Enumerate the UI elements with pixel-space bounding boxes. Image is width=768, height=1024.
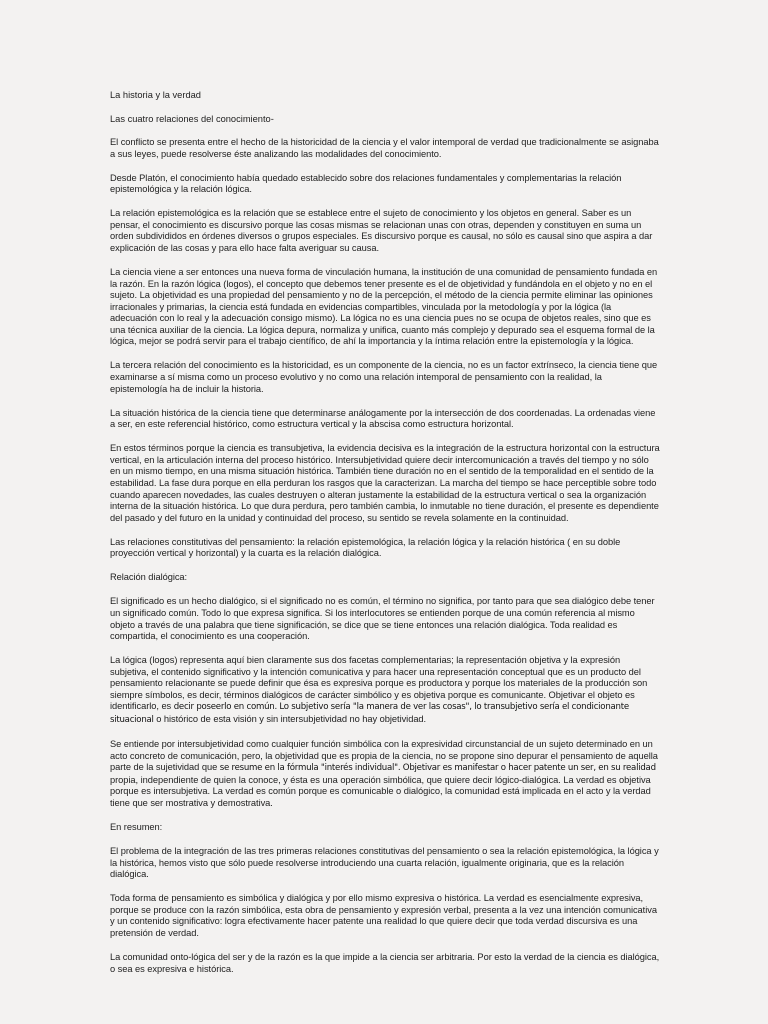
paragraph-11-text-c: o histórico de esta visión y sin intersubjetividad no hay objetividad. [153,714,427,725]
paragraph-10: El significado es un hecho dialógico, si el significado no es común, el término no significa, por tanto para que sea dialógico debe tener un significado común. Todo lo que expresa significa. Si los interlocutores se entienden porque de una común referencia al mismo objeto a través de una palabra que tiene significación, se dice que se tiene entonces una relación dialógica. Toda realidad es compartida, el conocimiento es una cooperación. [110,596,655,642]
document-subtitle: Las cuatro relaciones del conocimiento- [110,113,274,124]
paragraph-11 [110,655,660,727]
paragraph-8: Las relaciones constitutivas del pensamiento: la relación epistemológica, la relación lógica y la relación histórica ( en su doble proyección vertical y horizontal) y la cuarta es la relación dialógica. [110,536,621,559]
paragraph-12-text-a: Se entiende por intersubjetividad como cualquier función simbólica con la expresividad circunstancial de un sujeto determinado en un acto concreto de comunicación, pero, la objetividad que es propia de la ciencia, no se propone sino depurar el pensamiento de aquella parte de la sujetividad que [110,739,658,773]
paragraph-12-highlighted: se resume en la fórmula "interés individual". Objetivar es manifestar o hacer patente un ser, en su realidad [219,763,656,774]
document-title: La historia y la verdad [110,90,201,100]
paragraph-14: El problema de la integración de las tres primeras relaciones constitutivas del pensamiento o sea la relación epistemológica, la lógica y la histórica, hemos visto que sólo puede resolverse introduciendo una cuarta relación, igualmente originaria, que es la relación dialógica. [110,845,659,880]
paragraph-3: La relación epistemológica es la relación que se establece entre el sujeto de conocimiento y los objetos en general. Saber es un pensar, el conocimiento es discursivo porque las cosas mismas se relacionan unas con otras, dependen y constituyen en suma un orden subdivididos en órdenes diversos o grupos especiales. Es discursivo porque es causal, no sólo es causal sino que aspira a dar explicación de las cosas y para ello hace falta averiguar su causa. [110,208,653,253]
section-heading-resumen: En resumen: [110,822,163,832]
paragraph-12 [110,739,660,810]
paragraph-12-text-c: propia, independiente de quien la conoce, y ésta es una operación simbólica, que quiere decir lógico-dialógica. La verdad es objetiva porque es intersubjetiva. La verdad es común porque es comunicable o dialógico, la comunidad está implicada en el acto y la verdad tiene que ser mostrativa y demostrativa. [110,774,651,809]
paragraph-4: La ciencia viene a ser entonces una nueva forma de vinculación humana, la institución de una comunidad de pensamiento fundada en la razón. En la razón lógica (logos), el concepto que debemos tener presente es el de objetividad y fundándola en el objeto y no en el sujeto. La objetividad es una propiedad del pensamiento y no de la percepción, el método de la ciencia permite eliminar las opiniones irracionales y primarias, la ciencia está fundada en evidencias compartibles, vinculada por la metodología y por la lógica (la adecuación con lo real y la adecuación consigo mismo). La lógica no es una ciencia pues no se ocupa de objetos reales, sino que es una técnica auxiliar de la ciencia. La lógica depura, normaliza y unifica, cuanto más complejo y depurado sea el esquema formal de la lógica, mejor se podrá servir para el trabajo científico, de ahí la importancia y la íntima relación entre la epistemología y la lógica. [110,266,658,347]
paragraph-2: Desde Platón, el conocimiento había quedado establecido sobre dos relaciones fundamentales y complementarias la relación epistemológica y la relación lógica. [110,172,622,195]
paragraph-15: Toda forma de pensamiento es simbólica y dialógica y por ello mismo expresiva o histórica. La verdad es esencialmente expresiva, porque se produce con la razón simbólica, esta obra de pensamiento y expresión verbal, presenta a la vez una intención comunicativa y un contenido significativo: logra efectivamente hacer patente una realidad lo que quiere decir que toda verdad discursiva es una pretensión de verdad. [110,893,657,938]
paragraph-11-text-a: La lógica (logos) representa aquí bien claramente sus dos facetas complementarias; la representación objetiva y la expresión subjetiva, el contenido significativo y la intención comunicativa y para hacer una representación conceptual que es un producto del pensamiento relacionante se puede definir que ésa es expresiva porque es productora y porque los materiales de la producción son siempre símbolos, es decir, términos dialógicos de carácter simbólico y es objetiva porque es comunicante. Objetivar el objeto es identificarlo, es [110,655,648,712]
paragraph-11-highlighted: decir poseerlo en común. Lo subjetivo sería "la manera de ver las cosas", lo transubjetivo sería el condicionante situacional [110,702,629,726]
paragraph-7: En estos términos porque la ciencia es transubjetiva, la evidencia decisiva es la integración de la estructura horizontal con la estructura vertical, en la articulación interna del proceso histórico. Intersubjetividad quiere decir intercomunicación a través del tiempo y no sólo en un mismo tiempo, en una misma situación histórica. También tiene duración no en el sentido de la temporalidad en el sentido de la estabilidad. La fase dura porque en ella perduran los rasgos que la caracterizan. La marcha del tiempo se hace perceptible sobre todo cuando aparecen novedades, las cuales destruyen o alteran justamente la estabilidad de la estructura vertical o sea la organización interna de la situación histórica. Lo que dura perdura, pero también cambia, lo inmutable no tiene duración, el presente es dependiente del pasado y del futuro en la unidad y continuidad del proceso, su sentido se revela solamente en la continuidad. [110,443,660,523]
paragraph-6: La situación histórica de la ciencia tiene que determinarse análogamente por la intersección de dos coordenadas. La ordenadas viene a ser, en este referencial histórico, como estructura vertical y la abscisa como estructura horizontal. [110,407,656,430]
paragraph-5: La tercera relación del conocimiento es la historicidad, es un componente de la ciencia, no es un factor extrínseco, la ciencia tiene que examinarse a sí misma como un proceso evolutivo y no como una relación intemporal de pensamiento con la realidad, la epistemología ha de incluir la historia. [110,360,658,394]
section-heading-dialogica: Relación dialógica: [110,572,188,583]
paragraph-16: La comunidad onto-lógica del ser y de la razón es la que impide a la ciencia ser arbitraria. Por esto la verdad de la ciencia es dialógica, o sea es expresiva e histórica. [110,951,660,974]
paragraph-1: El conflicto se presenta entre el hecho de la historicidad de la ciencia y el valor intemporal de verdad que tradicionalmente se asignaba a sus leyes, puede resolverse éste analizando las modalidades del conocimiento. [110,137,659,159]
